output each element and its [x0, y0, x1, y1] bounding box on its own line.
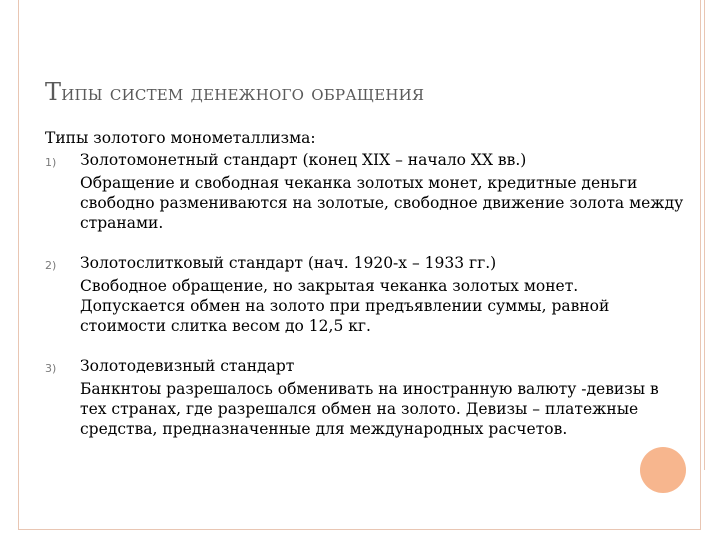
title-rest: ипы систем денежного обращения — [61, 81, 425, 106]
decorative-line — [704, 0, 705, 470]
intro-text: Типы золотого монометаллизма: — [45, 129, 316, 147]
item-heading: Золотодевизный стандарт — [80, 357, 295, 375]
item-number: 1) — [45, 156, 57, 169]
slide-content — [45, 128, 685, 439]
title-first-letter: Т — [45, 78, 62, 106]
item-number: 3) — [45, 362, 57, 375]
item-description: Обращение и свободная чеканка золотых монет, кредитные деньги свободно размениваются на золотые, свободное движение золота между странами. — [80, 174, 684, 232]
list-item — [45, 150, 685, 233]
item-number: 2) — [45, 259, 57, 272]
list-item — [45, 253, 685, 336]
item-description: Банкнтоы разрешалось обменивать на иностранную валюту -девизы в тех странах, где разрешался обмен на золото. Девизы – платежные средства, предназначенные для международных расчетов. — [80, 380, 659, 438]
item-description: Свободное обращение, но закрытая чеканка золотых монет. Допускается обмен на золото при предъявлении суммы, равной стоимости слитка весом до 12,5 кг. — [80, 277, 610, 335]
item-heading: Золотомонетный стандарт (конец XIX – начало XX вв.) — [80, 151, 527, 169]
decorative-circle — [640, 447, 686, 493]
slide-title — [45, 78, 424, 106]
item-heading: Золотослитковый стандарт (нач. 1920-х – 1933 гг.) — [80, 254, 497, 272]
list-item — [45, 356, 685, 439]
